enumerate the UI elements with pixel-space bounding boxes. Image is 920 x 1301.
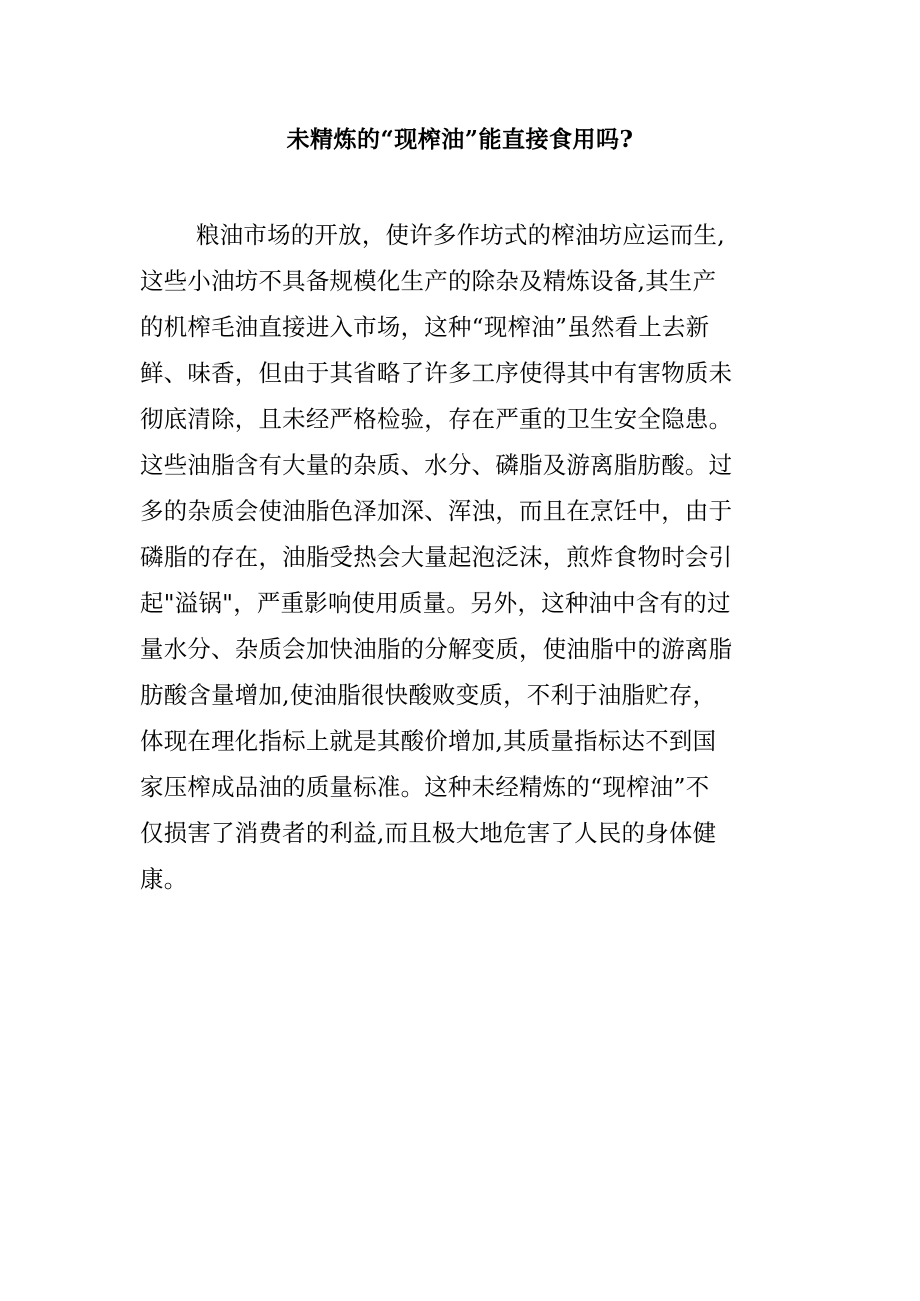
body-line: 彻底清除，且未经严格检验，存在严重的卫生安全隐患。 <box>140 405 733 433</box>
body-line: 粮油市场的开放，使许多作坊式的榨油坊应运而生, <box>196 221 725 249</box>
body-line: 多的杂质会使油脂色泽加深、浑浊，而且在烹饪中，由于 <box>140 497 733 525</box>
document-body <box>140 212 800 902</box>
body-line: 康。 <box>140 865 188 893</box>
body-line: 鲜、味香，但由于其省略了许多工序使得其中有害物质未 <box>140 359 733 387</box>
body-line: 起"溢锅"，严重影响使用质量。另外，这种油中含有的过 <box>140 589 731 617</box>
body-line: 肪酸含量增加,使油脂很快酸败变质，不利于油脂贮存， <box>140 681 717 709</box>
body-line: 磷脂的存在，油脂受热会大量起泡泛沫，煎炸食物时会引 <box>140 543 733 571</box>
body-line: 量水分、杂质会加快油脂的分解变质，使油脂中的游离脂 <box>140 635 733 663</box>
body-line: 这些油脂含有大量的杂质、水分、磷脂及游离脂肪酸。过 <box>140 451 733 479</box>
body-line: 体现在理化指标上就是其酸价增加,其质量指标达不到国 <box>140 727 717 755</box>
body-line: 这些小油坊不具备规模化生产的除杂及精炼设备,其生产 <box>140 267 717 295</box>
body-line: 的机榨毛油直接进入市场，这种“现榨油”虽然看上去新 <box>140 313 710 341</box>
body-line: 仅损害了消费者的利益,而且极大地危害了人民的身体健 <box>140 819 717 847</box>
document-title: 未精炼的“现榨油”能直接食用吗? <box>286 126 634 153</box>
body-line: 家压榨成品油的质量标准。这种未经精炼的“现榨油”不 <box>140 773 710 801</box>
